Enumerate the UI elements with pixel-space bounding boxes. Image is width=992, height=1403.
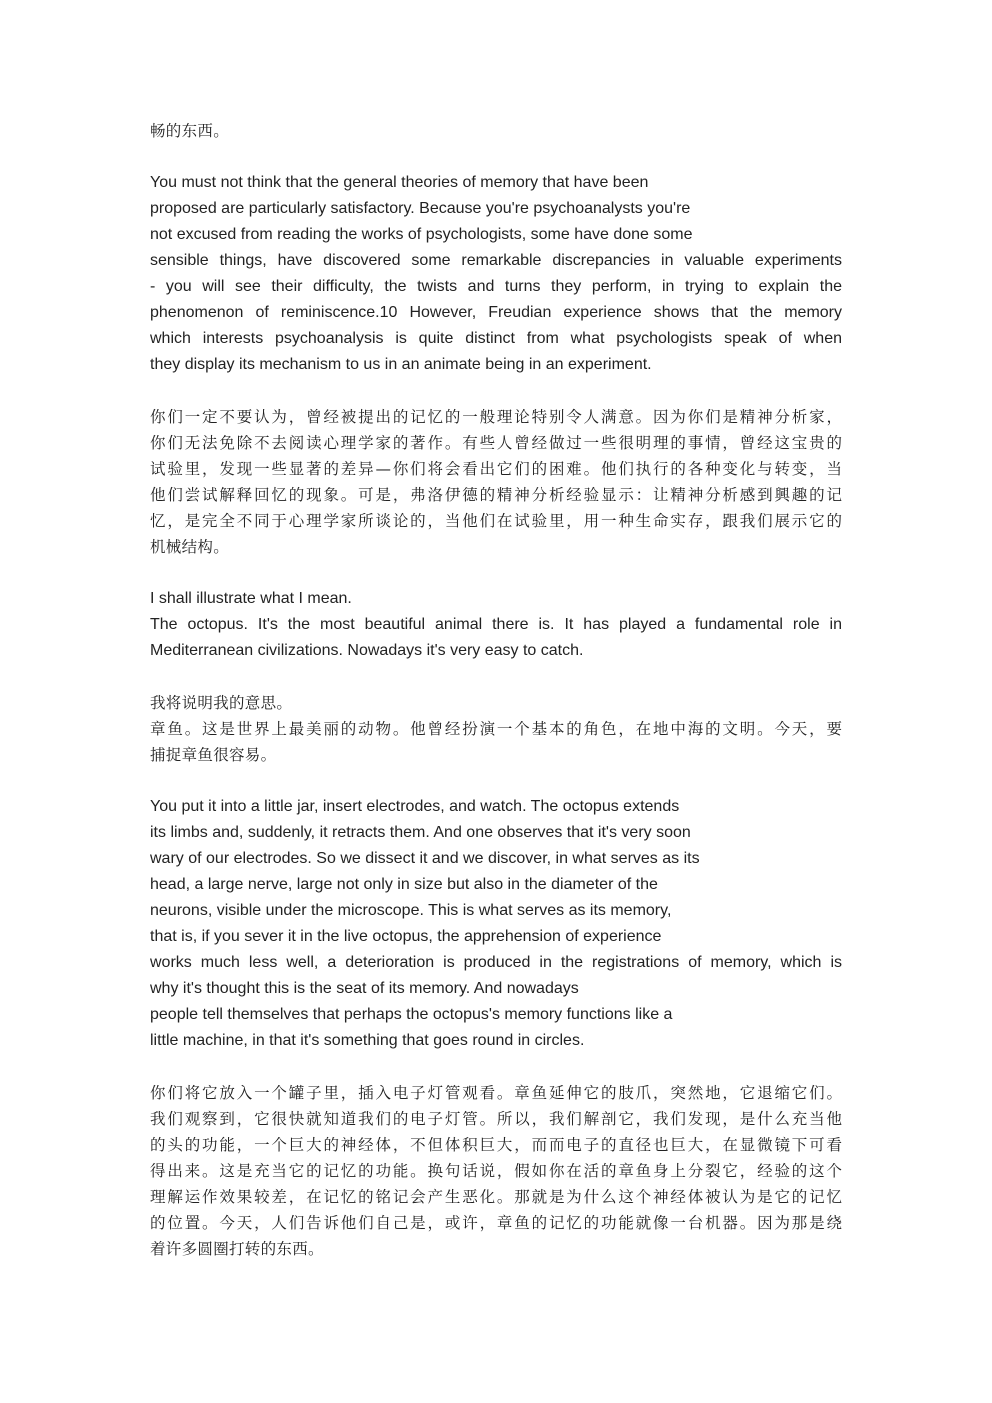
text-line: wary of our electrodes. So we dissect it and we discover, in what serves as its [150, 850, 700, 867]
text-line: head, a large nerve, large not only in size but also in the diameter of the [150, 876, 658, 893]
text-line: The octopus. It's the most beautiful animal there is. It has played a fundamental role in [150, 616, 842, 633]
text-line: 你们将它放入一个罐子里，插入电子灯管观看。章鱼延伸它的肢爪，突然地，它退缩它们。 [150, 1084, 842, 1102]
text-line: people tell themselves that perhaps the octopus's memory functions like a [150, 1006, 673, 1023]
chinese-paragraph [150, 404, 842, 560]
text-line: You must not think that the general theories of memory that have been [150, 174, 649, 191]
english-paragraph [150, 794, 842, 1054]
text-line: 我将说明我的意思。 [150, 694, 293, 712]
chinese-paragraph [150, 690, 842, 768]
text-line: 你们一定不要认为，曾经被提出的记忆的一般理论特别令人满意。因为你们是精神分析家， [150, 408, 842, 426]
text-line: You put it into a little jar, insert electrodes, and watch. The octopus extends [150, 798, 680, 815]
text-line: 忆，是完全不同于心理学家所谈论的，当他们在试验里，用一种生命实存，跟我们展示它的 [150, 512, 842, 530]
text-line: 的头的功能，一个巨大的神经体，不但体积巨大，而而电子的直径也巨大，在显微镜下可看 [150, 1136, 842, 1154]
text-line: its limbs and, suddenly, it retracts them. And one observes that it's very soon [150, 824, 691, 841]
text-line: 畅的东西。 [150, 122, 230, 140]
text-line: that is, if you sever it in the live octopus, the apprehension of experience [150, 928, 662, 945]
text-line: phenomenon of reminiscence.10 However, Freudian experience shows that the memory [150, 304, 842, 321]
text-line: 你们无法免除不去阅读心理学家的著作。有些人曾经做过一些很明理的事情，曾经这宝贵的 [150, 434, 842, 452]
text-line: Mediterranean civilizations. Nowadays it's very easy to catch. [150, 642, 584, 659]
text-line: proposed are particularly satisfactory. Because you're psychoanalysts you're [150, 200, 691, 217]
chinese-paragraph [150, 1080, 842, 1262]
text-line: little machine, in that it's something that goes round in circles. [150, 1032, 585, 1049]
text-line: they display its mechanism to us in an animate being in an experiment. [150, 356, 652, 373]
text-line: 机械结构。 [150, 538, 230, 556]
text-line: 的位置。今天，人们告诉他们自己是，或许，章鱼的记忆的功能就像一台机器。因为那是绕 [150, 1214, 842, 1232]
text-line: which interests psychoanalysis is quite distinct from what psychologists speak of when [150, 330, 842, 347]
document-page [150, 118, 842, 1288]
text-line: works much less well, a deterioration is produced in the registrations of memory, which is [150, 954, 842, 971]
text-line: 我们观察到，它很快就知道我们的电子灯管。所以，我们解剖它，我们发现，是什么充当他 [150, 1110, 842, 1128]
text-line: sensible things, have discovered some remarkable discrepancies in valuable experiments [150, 252, 842, 269]
text-line: 章鱼。这是世界上最美丽的动物。他曾经扮演一个基本的角色，在地中海的文明。今天，要 [150, 720, 842, 738]
text-line: I shall illustrate what I mean. [150, 590, 352, 607]
english-paragraph [150, 586, 842, 664]
text-line: why it's thought this is the seat of its memory. And nowadays [150, 980, 579, 997]
text-line: 他们尝试解释回忆的现象。可是，弗洛伊德的精神分析经验显示：让精神分析感到興趣的记 [150, 486, 842, 504]
text-line: 理解运作效果较差，在记忆的铭记会产生恶化。那就是为什么这个神经体被认为是它的记忆 [150, 1188, 842, 1206]
text-line: not excused from reading the works of psychologists, some have done some [150, 226, 693, 243]
text-line: neurons, visible under the microscope. This is what serves as its memory, [150, 902, 672, 919]
english-paragraph [150, 170, 842, 378]
text-line: 捕捉章鱼很容易。 [150, 746, 277, 764]
text-line: 试验里，发现一些显著的差异—你们将会看出它们的困难。他们执行的各种变化与转变，当 [150, 460, 842, 478]
chinese-paragraph [150, 118, 842, 144]
text-line: - you will see their difficulty, the twists and turns they perform, in trying to explain the [150, 278, 842, 295]
text-line: 着许多圆圈打转的东西。 [150, 1240, 324, 1258]
text-line: 得出来。这是充当它的记忆的功能。换句话说，假如你在活的章鱼身上分裂它，经验的这个 [150, 1162, 842, 1180]
